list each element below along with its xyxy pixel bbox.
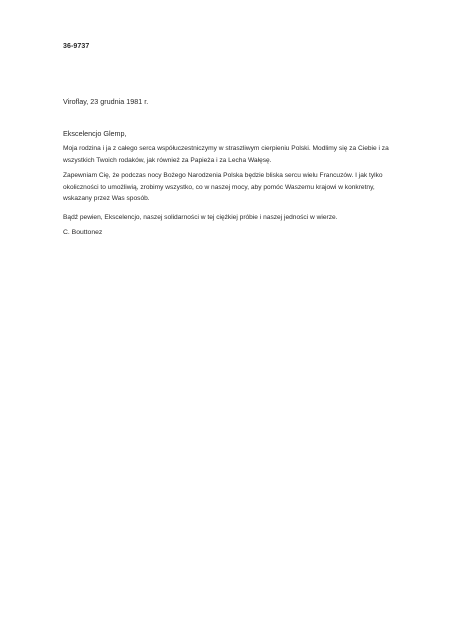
signature: C. Bouttonez — [63, 229, 103, 236]
paragraph-solidarity: Bądź pewien, Ekscelencjo, naszej solidarności w tej ciężkiej próbie i naszej jedności w wierze. — [63, 214, 338, 221]
place-date: Viroflay, 23 grudnia 1981 r. — [63, 97, 149, 106]
paragraph-christmas: Zapewniam Cię, że podczas nocy Bożego Narodzenia Polska będzie bliska sercu wielu Francuzów. I jak tylko okoliczności to umożliwią, zrobimy wszystko, co w naszej mocy, aby pomóc Waszemu krajowi w konkretny, wskazany przez Was sposób. — [63, 172, 383, 203]
paragraph-prayer: Moja rodzina i ja z całego serca współuczestniczymy w straszliwym cierpieniu Polski. Modlimy się za Ciebie i za wszystkich Twoich rodaków, jak również za Papieża i za Lecha Wałęsę. — [63, 145, 389, 164]
salutation: Ekscelencjo Glemp, — [63, 129, 127, 138]
document-id: 36-9737 — [63, 43, 90, 50]
